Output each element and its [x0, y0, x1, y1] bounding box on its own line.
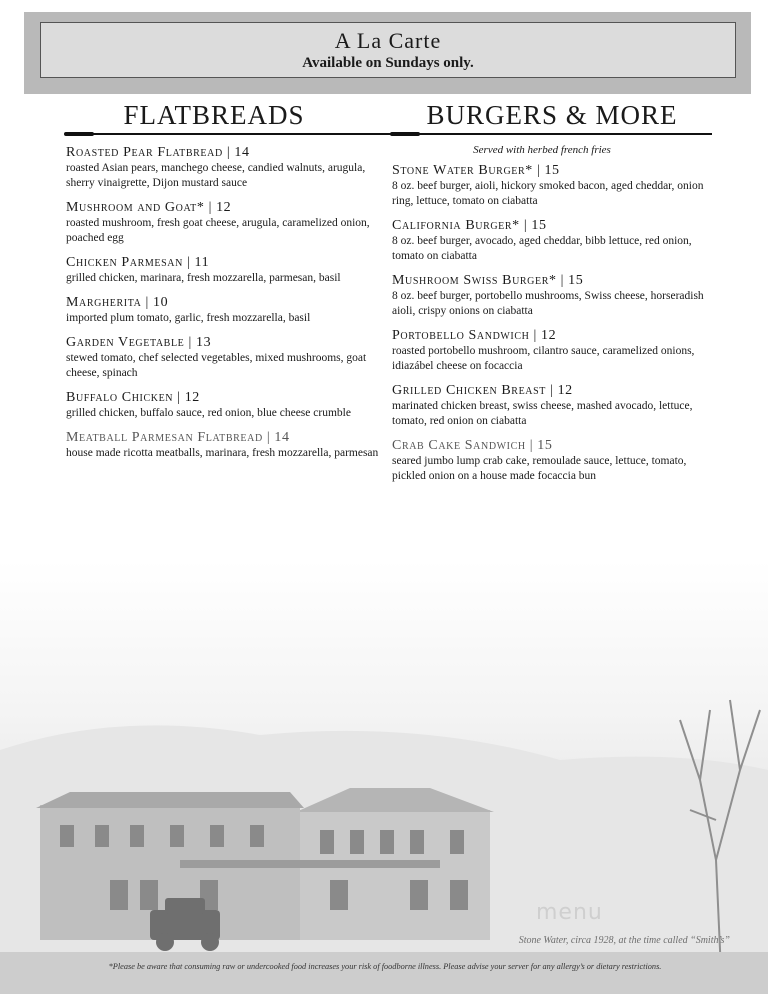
menu-item — [66, 199, 386, 246]
item-name: Stone Water Burger* | 15 — [392, 163, 560, 178]
item-description: 8 oz. beef burger, avocado, aged cheddar, bibb lettuce, red onion, tomato on ciabatta — [392, 235, 692, 262]
photo-caption: Stone Water, circa 1928, at the time called “Smith’s” — [518, 935, 730, 946]
item-name: Roasted Pear Flatbread | 14 — [66, 145, 250, 160]
item-name: Mushroom and Goat* | 12 — [66, 200, 232, 215]
item-description: marinated chicken breast, swiss cheese, mashed avocado, lettuce, tomato, red onion on ciabatta — [392, 400, 693, 427]
burgers-title: BURGERS & MORE — [426, 100, 678, 130]
item-description: grilled chicken, marinara, fresh mozzarella, parmesan, basil — [66, 272, 341, 284]
section-rule — [392, 133, 712, 135]
menu-subtitle: Available on Sundays only. — [302, 55, 474, 71]
item-name: Margherita | 10 — [66, 295, 169, 310]
item-name: Crab Cake Sandwich | 15 — [392, 438, 553, 453]
building-illustration — [0, 560, 768, 994]
flatbreads-section — [66, 98, 386, 469]
section-rule — [66, 133, 394, 135]
item-description: seared jumbo lump crab cake, remoulade sauce, lettuce, tomato, pickled onion on a house made focaccia bun — [392, 455, 687, 482]
item-description: imported plum tomato, garlic, fresh mozzarella, basil — [66, 312, 311, 324]
watermark-logo: menu — [536, 900, 603, 925]
menu-item — [66, 294, 386, 326]
item-name: Meatball Parmesan Flatbread | 14 — [66, 430, 290, 445]
menu-item — [392, 327, 712, 374]
menu-item — [392, 217, 712, 264]
item-description: 8 oz. beef burger, aioli, hickory smoked bacon, aged cheddar, onion ring, lettuce, tomato on ciabatta — [392, 180, 704, 207]
menu-item — [66, 389, 386, 421]
burgers-section — [392, 98, 712, 492]
item-description: roasted portobello mushroom, cilantro sauce, caramelized onions, idiazábel cheese on focaccia — [392, 345, 695, 372]
item-name: Portobello Sandwich | 12 — [392, 328, 557, 343]
item-name: Grilled Chicken Breast | 12 — [392, 383, 573, 398]
footer-disclaimer: *Please be aware that consuming raw or undercooked food increases your risk of foodborne illness. Please advise your server for any allergy’s or dietary restrictions. — [108, 962, 662, 971]
item-description: roasted mushroom, fresh goat cheese, arugula, caramelized onion, poached egg — [66, 217, 370, 244]
item-name: California Burger* | 15 — [392, 218, 547, 233]
item-description: house made ricotta meatballs, marinara, fresh mozzarella, parmesan — [66, 447, 379, 459]
menu-item — [392, 272, 712, 319]
item-name: Mushroom Swiss Burger* | 15 — [392, 273, 584, 288]
menu-item — [66, 254, 386, 286]
header-box — [40, 22, 736, 78]
item-description: stewed tomato, chef selected vegetables, mixed mushrooms, goat cheese, spinach — [66, 352, 367, 379]
historic-photo — [0, 560, 768, 994]
menu-item — [66, 334, 386, 381]
menu-item — [66, 429, 386, 461]
item-name: Buffalo Chicken | 12 — [66, 390, 200, 405]
menu-title: A La Carte — [334, 28, 442, 53]
menu-item — [392, 437, 712, 484]
item-description: grilled chicken, buffalo sauce, red onion, blue cheese crumble — [66, 407, 351, 419]
item-description: roasted Asian pears, manchego cheese, candied walnuts, arugula, sherry vinaigrette, Dijon mustard sauce — [66, 162, 366, 189]
item-name: Chicken Parmesan | 11 — [66, 255, 210, 270]
item-description: 8 oz. beef burger, portobello mushrooms, Swiss cheese, horseradish aioli, crispy onions on ciabatta — [392, 290, 704, 317]
flatbreads-title: FLATBREADS — [123, 100, 305, 130]
item-name: Garden Vegetable | 13 — [66, 335, 212, 350]
menu-item — [392, 382, 712, 429]
menu-item — [66, 144, 386, 191]
menu-item — [392, 162, 712, 209]
section-note: Served with herbed french fries — [473, 144, 611, 156]
